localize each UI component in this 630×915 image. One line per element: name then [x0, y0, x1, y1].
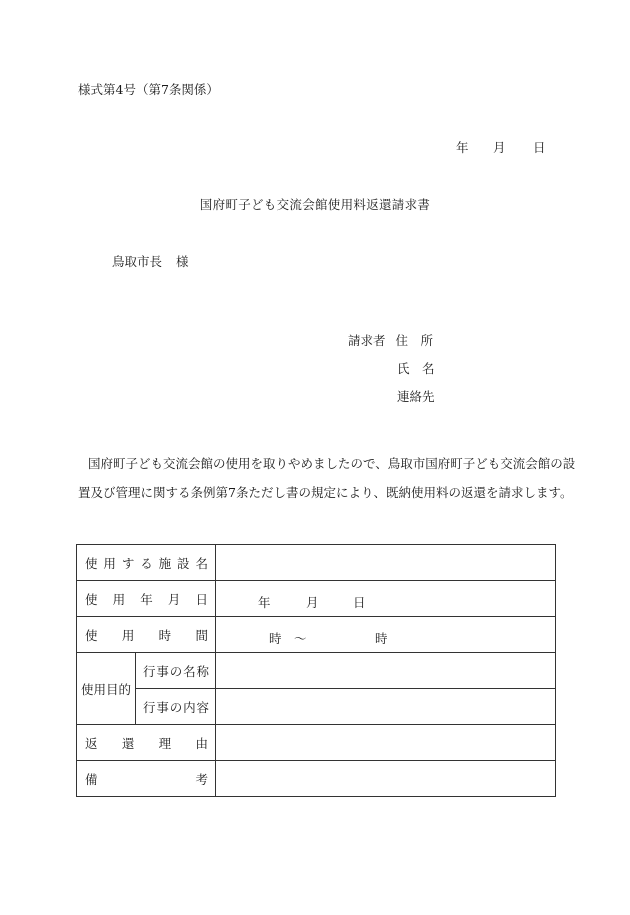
- label-char: 用: [112, 591, 126, 607]
- table-row: [77, 653, 556, 689]
- date-year: 年: [456, 140, 469, 155]
- use-date-label: [77, 590, 215, 608]
- claimant-contact-label: 連絡先: [397, 389, 435, 404]
- label-char: 称: [196, 663, 209, 679]
- use-time-label: [77, 626, 215, 644]
- reason-value[interactable]: [216, 725, 556, 761]
- remarks-label: [77, 770, 215, 788]
- date-day: 日: [533, 140, 546, 155]
- label-char: 間: [195, 627, 208, 643]
- claimant-address-line: [348, 335, 433, 348]
- use-time-start: 時 〜: [269, 631, 307, 646]
- event-name-label-cell: [136, 653, 216, 689]
- application-form-table: [76, 544, 556, 797]
- label-char: 由: [195, 735, 208, 751]
- claimant-label: 請求者: [348, 333, 386, 348]
- label-char: 使: [85, 627, 98, 643]
- form-number: 様式第4号（第7条関係）: [78, 82, 219, 97]
- label-char: る: [140, 555, 153, 571]
- table-row: [77, 617, 556, 653]
- label-char: 行: [143, 699, 156, 715]
- label-char: の: [169, 699, 183, 715]
- date-month: 月: [493, 140, 506, 155]
- label-char: 時: [158, 627, 172, 643]
- reason-label-cell: [77, 725, 216, 761]
- event-content-label-cell: [136, 689, 216, 725]
- remarks-value[interactable]: [216, 761, 556, 797]
- addressee: [112, 256, 189, 269]
- label-char: 施: [158, 555, 172, 571]
- label-char: 月: [167, 591, 181, 607]
- table-row: [77, 761, 556, 797]
- claimant-address-label: 住 所: [395, 333, 434, 348]
- label-char: 容: [196, 699, 209, 715]
- purpose-label: 使用目的: [77, 653, 136, 725]
- document-title: 国府町子ども交流会館使用料返還請求書: [199, 197, 431, 212]
- addressee-honorific: 様: [176, 254, 189, 269]
- claimant-name-label: 氏 名: [397, 361, 435, 376]
- label-char: 考: [195, 771, 208, 787]
- body-text-line2: 置及び管理に関する条例第7条ただし書の規定により、既納使用料の返還を請求します。: [78, 485, 573, 500]
- label-char: 事: [156, 699, 169, 715]
- remarks-label-cell: [77, 761, 216, 797]
- label-char: 年: [140, 591, 153, 607]
- label-char: 名: [195, 555, 208, 571]
- use-date-day: 日: [353, 595, 366, 610]
- event-content-value[interactable]: [216, 689, 556, 725]
- label-char: 返: [85, 735, 98, 751]
- table-row: [77, 725, 556, 761]
- label-char: 使: [85, 555, 98, 571]
- date-line: [456, 142, 546, 155]
- table-row: [77, 545, 556, 581]
- use-date-label-cell: [77, 581, 216, 617]
- label-char: 内: [183, 699, 196, 715]
- facility-name-label-cell: [77, 545, 216, 581]
- event-name-value[interactable]: [216, 653, 556, 689]
- use-time-label-cell: [77, 617, 216, 653]
- label-char: 行: [143, 663, 156, 679]
- body-text-line1: 国府町子ども交流会館の使用を取りやめましたので、鳥取市国府町子ども交流会館の設: [88, 456, 576, 471]
- label-char: 事: [156, 663, 169, 679]
- use-time-value[interactable]: [216, 617, 556, 653]
- label-char: の: [169, 663, 183, 679]
- label-char: 理: [158, 735, 172, 751]
- label-char: 使: [85, 591, 98, 607]
- event-name-label: [136, 662, 215, 680]
- label-char: 還: [121, 735, 135, 751]
- label-char: す: [121, 555, 135, 571]
- label-char: 日: [195, 591, 208, 607]
- label-char: 用: [103, 555, 116, 571]
- facility-name-label: [77, 554, 215, 572]
- use-date-month: 月: [306, 595, 319, 610]
- reason-label: [77, 734, 215, 752]
- table-row: [77, 689, 556, 725]
- label-char: 設: [177, 555, 190, 571]
- table-row: [77, 581, 556, 617]
- use-date-year: 年: [258, 595, 271, 610]
- label-char: 名: [183, 663, 196, 679]
- use-date-value[interactable]: [216, 581, 556, 617]
- addressee-name: 鳥取市長: [112, 254, 163, 269]
- event-content-label: [136, 698, 215, 716]
- facility-name-value[interactable]: [216, 545, 556, 581]
- label-char: 用: [121, 627, 135, 643]
- use-time-end: 時: [375, 631, 388, 646]
- label-char: 備: [85, 771, 98, 787]
